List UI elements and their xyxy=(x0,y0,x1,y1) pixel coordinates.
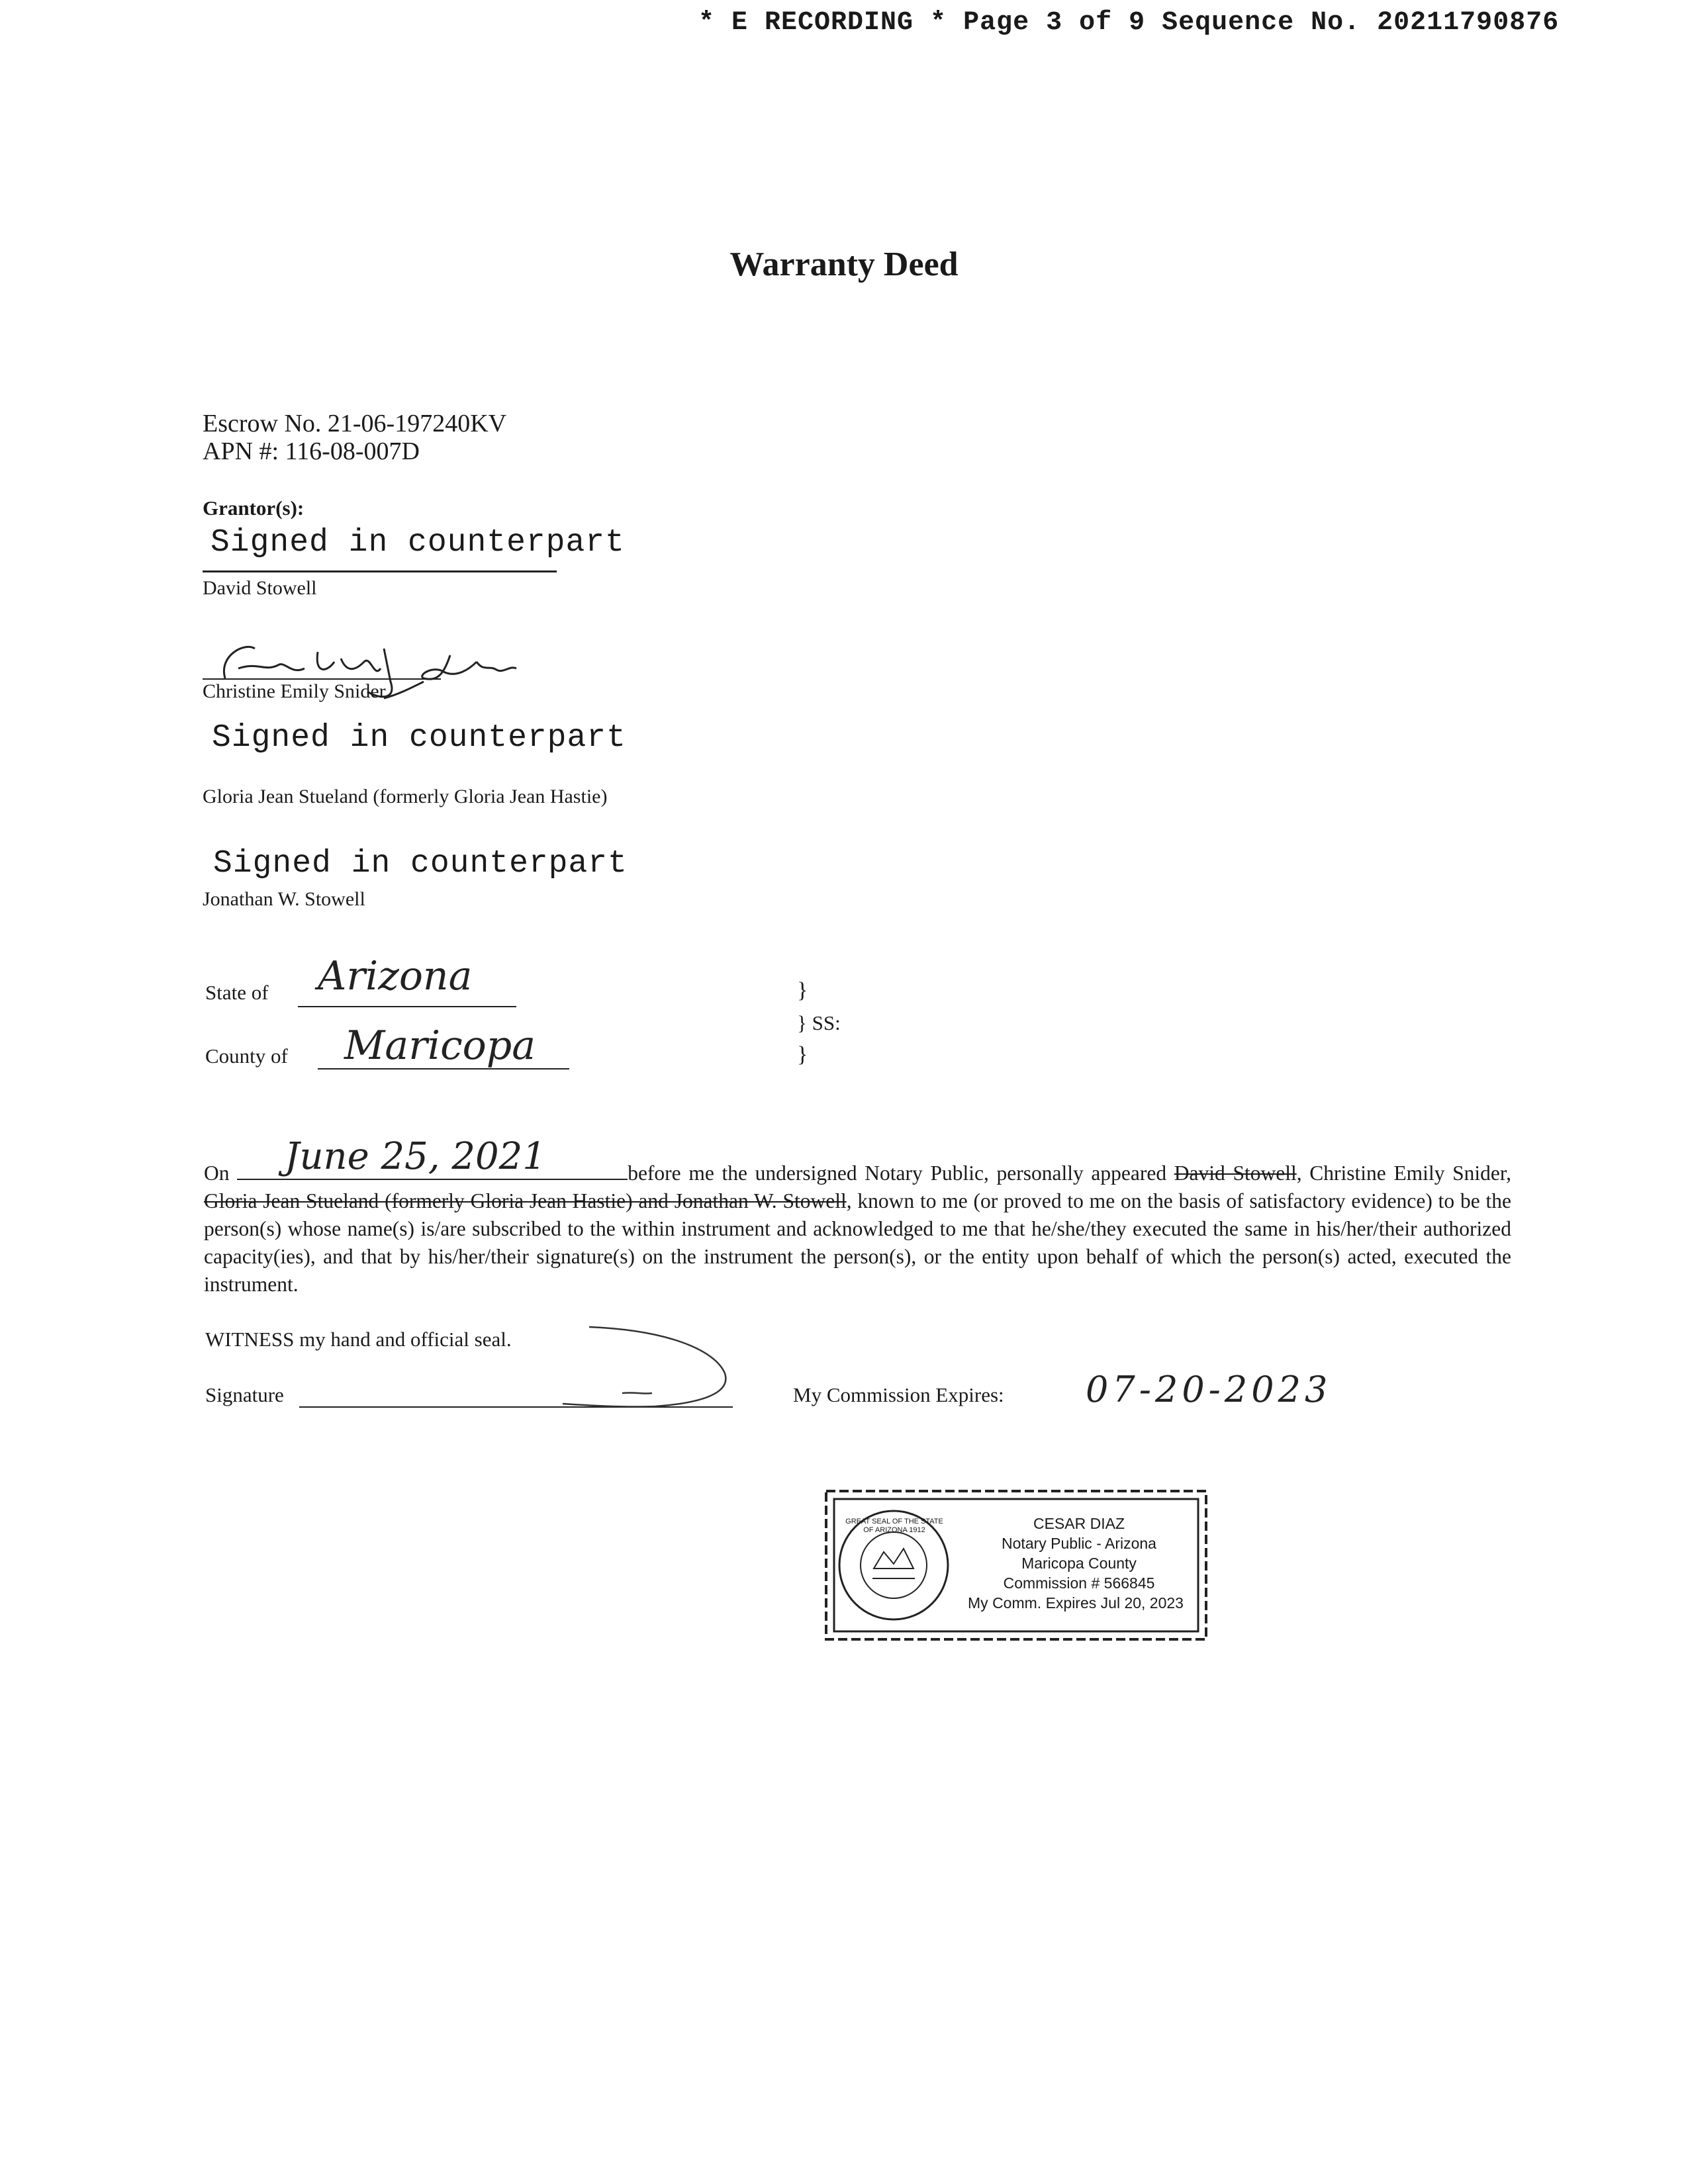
document-title: Warranty Deed xyxy=(729,246,959,283)
signed-in-counterpart-stamp: Signed in counterpart xyxy=(213,846,628,882)
brace-top: } xyxy=(797,978,808,1003)
brace-bottom: } xyxy=(797,1042,808,1067)
struck-names-2: Gloria Jean Stueland (formerly Gloria Jean Hastie) and Jonathan W. Stowell xyxy=(204,1189,847,1212)
grantor-name: David Stowell xyxy=(203,577,317,599)
date-handwritten: June 25, 2021 xyxy=(285,1135,546,1178)
commission-label: My Commission Expires: xyxy=(793,1383,1004,1406)
state-line xyxy=(298,1006,516,1007)
notary-expires: My Comm. Expires Jul 20, 2023 xyxy=(968,1594,1184,1612)
ss-label: } SS: xyxy=(797,1011,841,1034)
notary-name: CESAR DIAZ xyxy=(1033,1515,1125,1532)
acknowledgment-paragraph xyxy=(204,1160,1511,1298)
grantor-name: Gloria Jean Stueland (formerly Gloria Jean Hastie) xyxy=(203,786,608,807)
signed-in-counterpart-stamp: Signed in counterpart xyxy=(211,525,625,561)
ack-text-1: before me the undersigned Notary Public, personally appeared xyxy=(628,1161,1167,1185)
apn-number: APN #: 116-08-007D xyxy=(203,437,420,465)
witness-text: WITNESS my hand and official seal. xyxy=(205,1328,512,1351)
notary-seal-stamp xyxy=(821,1486,1211,1645)
signed-in-counterpart-stamp: Signed in counterpart xyxy=(212,720,626,756)
grantors-label: Grantor(s): xyxy=(203,496,305,520)
recording-header: * E RECORDING * Page 3 of 9 Sequence No. 20211790876 xyxy=(698,8,1560,38)
signature-line xyxy=(203,570,557,572)
signature-line xyxy=(203,678,441,680)
grantor-name: Christine Emily Snider xyxy=(203,680,386,702)
ack-text-2: , Christine Emily Snider, xyxy=(1296,1161,1511,1185)
on-label: On xyxy=(204,1161,230,1185)
ack-text-3: , known to me (or proved to me on the basis of satisfactory evidence) to be the person(s) whose name(s) is/are subscribed to the within instrument and acknowledged to me that he/she/they executed the same in his/her/their authorized capacity(ies), and that by his/her/their signature(s) on the instrument the person(s), or the entity upon behalf of which the person(s) acted, executed the instrument. xyxy=(204,1189,1511,1296)
grantor-name: Jonathan W. Stowell xyxy=(203,888,365,910)
notary-county: Maricopa County xyxy=(1021,1555,1137,1572)
escrow-number: Escrow No. 21-06-197240KV xyxy=(203,410,507,437)
county-handwritten: Maricopa xyxy=(344,1023,536,1069)
notary-title: Notary Public - Arizona xyxy=(1002,1535,1156,1552)
state-handwritten: Arizona xyxy=(318,953,473,999)
signature-label: Signature xyxy=(205,1383,284,1406)
date-line xyxy=(237,1163,628,1180)
notary-commission: Commission # 566845 xyxy=(1003,1574,1155,1592)
commission-handwritten: 07-20-2023 xyxy=(1086,1369,1332,1410)
notary-signature xyxy=(503,1320,741,1413)
struck-name-1: David Stowell xyxy=(1174,1161,1297,1185)
state-label: State of xyxy=(205,981,269,1004)
seal-ring-text: GREAT SEAL OF THE STATE OF ARIZONA 1912 xyxy=(845,1518,943,1534)
county-label: County of xyxy=(205,1044,288,1068)
